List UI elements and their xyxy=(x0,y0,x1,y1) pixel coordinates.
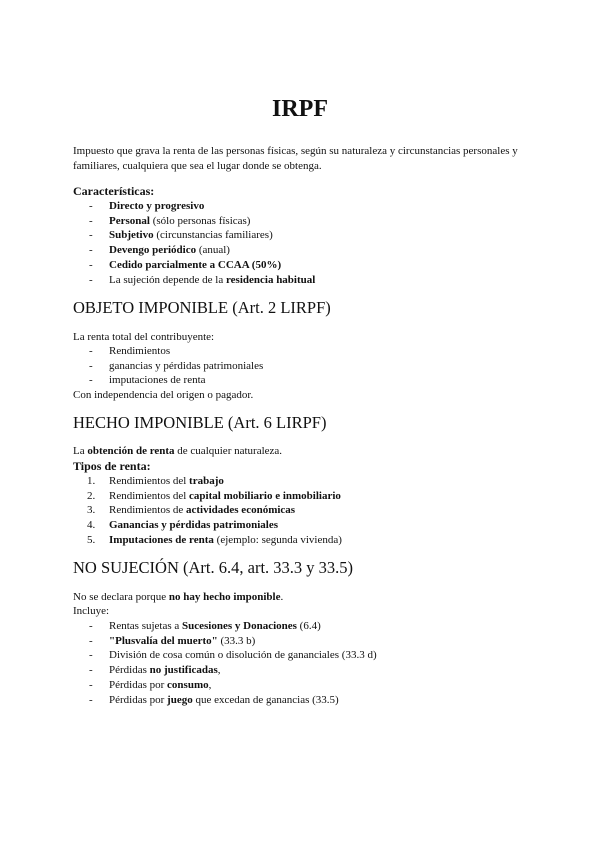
no-sujecion-lead: No se declara porque no hay hecho imponible. xyxy=(73,591,284,603)
list-item: - Rendimientos xyxy=(89,345,171,357)
objeto-list xyxy=(73,344,263,388)
list-item: - Rentas sujetas a Sucesiones y Donaciones (6.4) xyxy=(89,620,321,632)
list-item: - Devengo periódico (anual) xyxy=(89,244,230,257)
list-item: 2. Rendimientos del capital mobiliario e inmobiliario xyxy=(87,489,341,502)
list-item: - Pérdidas por consumo, xyxy=(89,678,212,691)
list-item: 3. Rendimientos de actividades económicas xyxy=(87,504,296,517)
tipos-renta-list xyxy=(73,474,342,548)
intro-paragraph: Impuesto que grava la renta de las personas físicas, según su naturaleza y circunstancias personales y familiares, cualquiera que sea el lugar donde se obtenga. xyxy=(73,145,518,172)
list-item: - División de cosa común o disolución de gananciales (33.3 d) xyxy=(89,649,377,662)
list-item: - Cedido parcialmente a CCAA (50%) xyxy=(89,258,282,271)
list-item: - Directo y progresivo xyxy=(89,200,205,212)
list-item: - Pérdidas no justificadas, xyxy=(89,664,221,677)
objeto-tail: Con independencia del origen o pagador. xyxy=(73,389,254,401)
list-item: 1. Rendimientos del trabajo xyxy=(87,475,224,487)
caracteristicas-heading: Características: xyxy=(73,184,155,198)
list-item: - Pérdidas por juego que excedan de ganancias (33.5) xyxy=(89,693,339,706)
list-item: - Subjetivo (circunstancias familiares) xyxy=(89,229,273,242)
list-item: - "Plusvalía del muerto" (33.3 b) xyxy=(89,634,256,647)
no-sujecion-heading: NO SUJECIÓN (Art. 6.4, art. 33.3 y 33.5) xyxy=(73,558,354,577)
objeto-lead: La renta total del contribuyente: xyxy=(73,331,215,343)
list-item: - ganancias y pérdidas patrimoniales xyxy=(89,359,264,372)
hecho-imponible-heading: HECHO IMPONIBLE (Art. 6 LIRPF) xyxy=(73,413,327,432)
list-item: - imputaciones de renta xyxy=(89,374,206,387)
no-sujecion-list xyxy=(73,619,377,707)
tipos-renta-heading: Tipos de renta: xyxy=(73,459,151,473)
list-item: 5. Imputaciones de renta (ejemplo: segunda vivienda) xyxy=(87,533,342,546)
list-item: - La sujeción depende de la residencia habitual xyxy=(89,273,316,286)
page-title: IRPF xyxy=(272,96,328,122)
caracteristicas-list xyxy=(73,199,315,287)
objeto-imponible-heading: OBJETO IMPONIBLE (Art. 2 LIRPF) xyxy=(73,298,331,317)
list-item: 4. Ganancias y pérdidas patrimoniales xyxy=(87,519,278,532)
list-item: - Personal (sólo personas físicas) xyxy=(89,214,251,227)
hecho-lead: La obtención de renta de cualquier naturaleza. xyxy=(73,445,283,457)
incluye-label: Incluye: xyxy=(73,605,110,617)
